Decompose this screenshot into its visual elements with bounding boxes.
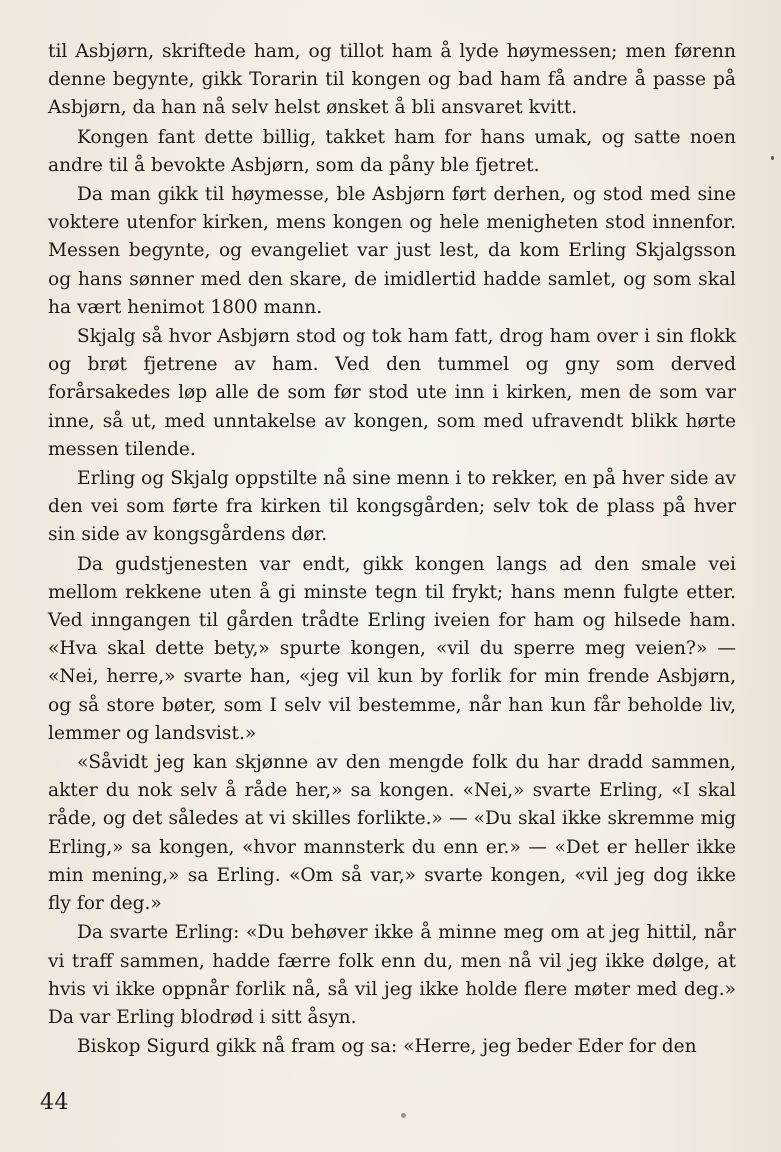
paragraph-4: Skjalg så hvor Asbjørn stod og tok ham fatt, drog ham over i sin flokk og brøt fjetrene av ham. Ved den tummel og gny som derved forårsakedes løp alle de som før stod ute inn i kirken, men de som var inne, så ut, med unntakelse av kongen, som med ufravendt blikk hørte messen tilende. [48,326,736,460]
paragraph-9: Biskop Sigurd gikk nå fram og sa: «Herre, jeg beder Eder for den [77,1036,697,1058]
ink-speck [401,1113,406,1118]
body-text [48,38,736,1061]
paragraph-2: Kongen fant dette billig, takket ham for hans umak, og satte noen andre til å bevokte Asbjørn, som da påny ble fjetret. [48,126,736,176]
ink-speck [771,156,774,160]
paragraph-8: Da svarte Erling: «Du behøver ikke å minne meg om at jeg hittil, når vi traff sammen, hadde færre folk enn du, men nå vil jeg ikke dølge, at hvis vi ikke oppnår forlik nå, så vil jeg ikke holde flere møter med deg.» Da var Erling blodrød i sitt åsyn. [48,922,736,1028]
paragraph-6: Da gudstjenesten var endt, gikk kongen langs ad den smale vei mellom rekkene uten å gi minste tegn til frykt; hans menn fulgte etter. Ved inngangen til gården trådte Erling iveien for ham og hilsede ham. «Hva skal dette bety,» spurte kongen, «vil du sperre meg veien?» — «Nei, herre,» svarte han, «jeg vil kun by forlik for min frende Asbjørn, og så store bøter, som I selv vil bestemme, når han kun får beholde liv, lemmer og landsvist.» [48,553,736,744]
paragraph-7: «Såvidt jeg kan skjønne av den mengde folk du har dradd sammen, akter du nok selv å råde her,» sa kongen. «Nei,» svarte Erling, «I skal råde, og det således at vi skilles forlikte.» — «Du skal ikke skremme mig Erling,» sa kongen, «hvor mannsterk du enn er.» — «Det er heller ikke min mening,» sa Erling. «Om så var,» svarte kongen, «vil jeg dog ikke fly for deg.» [48,752,736,915]
paragraph-3: Da man gikk til høymesse, ble Asbjørn ført derhen, og stod med sine voktere utenfor kirken, mens kongen og hele menigheten stod innenfor. Messen begynte, og evangeliet var just lest, da kom Erling Skjalgsson og hans sønner med den skare, de imidlertid hadde samlet, og som skal ha vært henimot 1800 mann. [48,184,736,318]
paragraph-1: til Asbjørn, skriftede ham, og tillot ham å lyde høymessen; men førenn denne begynte, gikk Torarin til kongen og bad ham få andre å passe på Asbjørn, da han nå selv helst ønsket å bli ansvaret kvitt. [48,41,736,119]
page-number: 44 [40,1090,69,1115]
paragraph-5: Erling og Skjalg oppstilte nå sine menn i to rekker, en på hver side av den vei som førte fra kirken til kongsgården; selv tok de plass på hver sin side av kongsgårdens dør. [48,468,736,546]
